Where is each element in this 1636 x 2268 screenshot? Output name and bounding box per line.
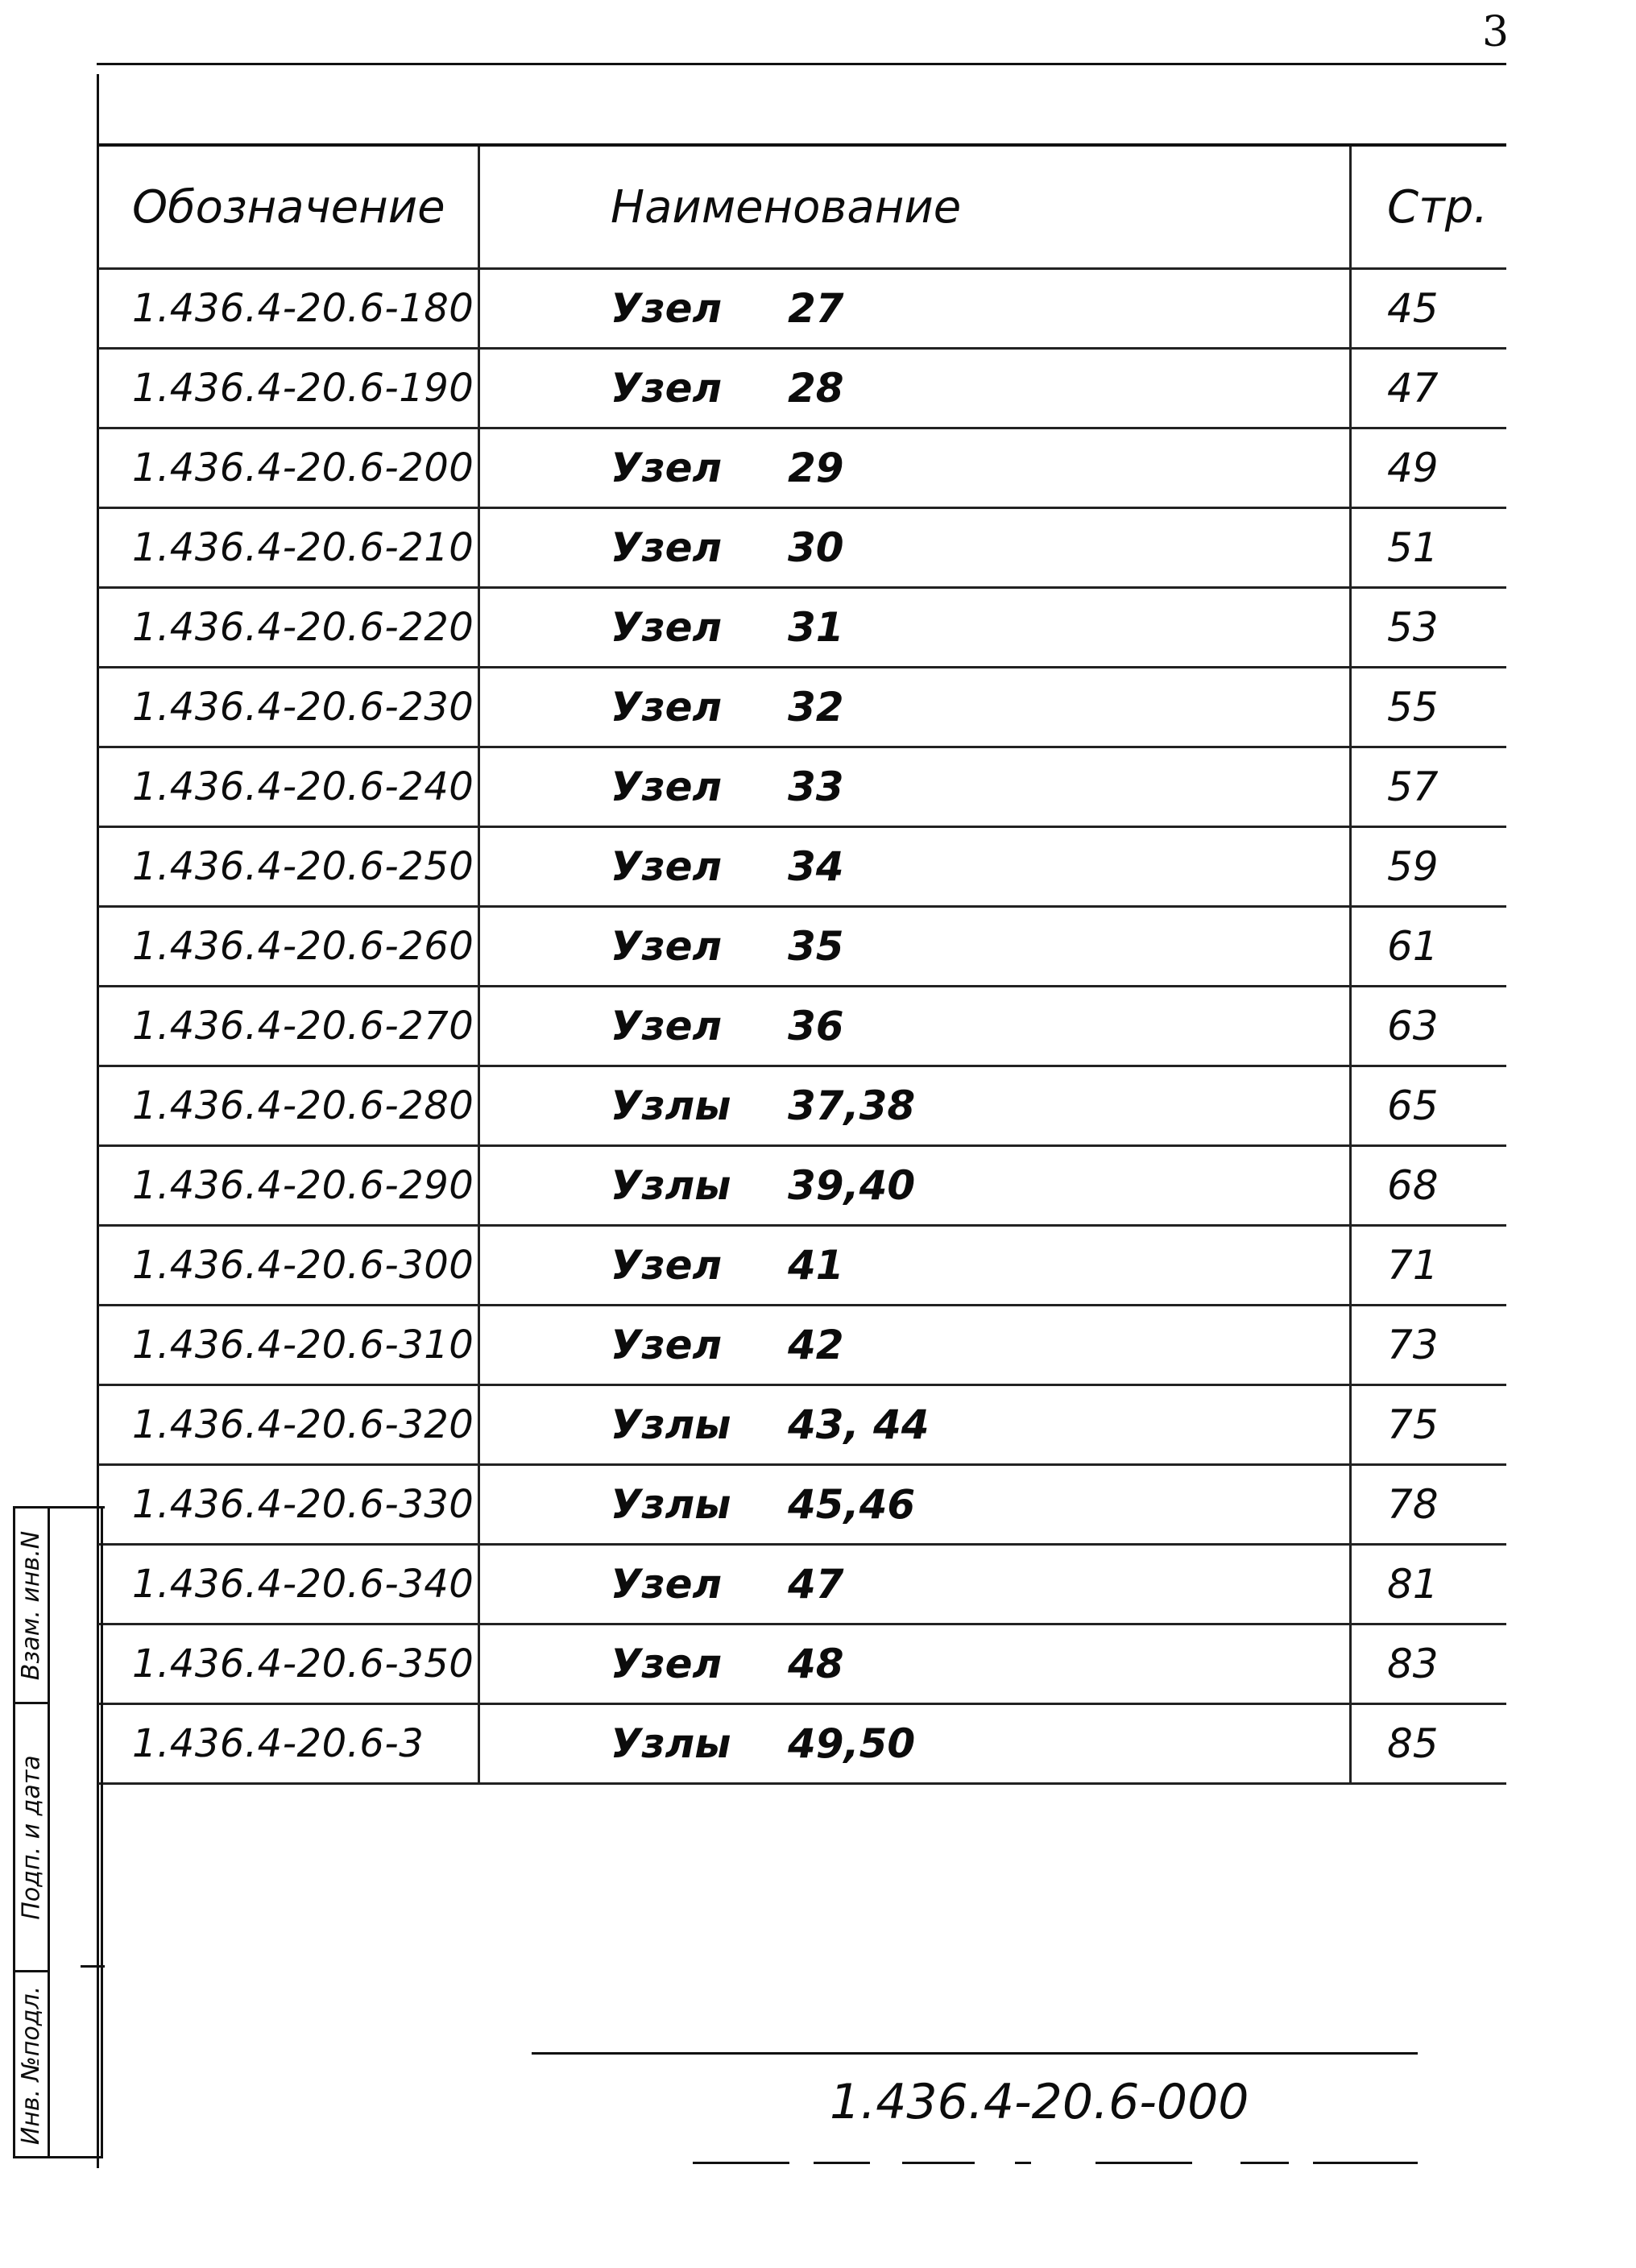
table-row bbox=[98, 1705, 1506, 1785]
table-row bbox=[98, 350, 1506, 429]
page-number: 3 bbox=[1482, 8, 1510, 56]
row-designation: 1.436.4-20.6-200 bbox=[98, 429, 480, 507]
table-header-row bbox=[98, 143, 1506, 270]
margin-stamp bbox=[13, 1506, 103, 2158]
footer-dash bbox=[1240, 2162, 1289, 2164]
row-name-cell bbox=[482, 668, 1352, 746]
row-page: 73 bbox=[1387, 1322, 1439, 1368]
table-row bbox=[98, 1306, 1506, 1386]
row-name: Узел bbox=[611, 524, 723, 571]
row-name: Узел bbox=[611, 1242, 723, 1289]
row-node-number: 28 bbox=[788, 365, 844, 412]
stamp-cell-vzam bbox=[15, 1509, 48, 1702]
row-node-number: 47 bbox=[788, 1561, 844, 1608]
row-designation: 1.436.4-20.6-280 bbox=[98, 1067, 480, 1144]
row-page: 75 bbox=[1387, 1401, 1439, 1448]
stamp-tick bbox=[81, 1506, 105, 1509]
row-node-number: 48 bbox=[788, 1641, 844, 1687]
table-row bbox=[98, 1546, 1506, 1625]
row-name-cell bbox=[482, 1306, 1352, 1384]
table-row bbox=[98, 270, 1506, 350]
footer-dash bbox=[1313, 2162, 1418, 2164]
row-page: 57 bbox=[1387, 764, 1439, 810]
row-page: 81 bbox=[1387, 1561, 1439, 1608]
footer-line bbox=[532, 2052, 1418, 2055]
table-row bbox=[98, 589, 1506, 668]
row-node-number: 29 bbox=[788, 445, 844, 491]
row-designation: 1.436.4-20.6-340 bbox=[98, 1546, 480, 1623]
row-name-cell bbox=[482, 1625, 1352, 1703]
row-designation: 1.436.4-20.6-330 bbox=[98, 1466, 480, 1543]
table-row bbox=[98, 748, 1506, 828]
table-row bbox=[98, 1625, 1506, 1705]
row-name: Узел bbox=[611, 843, 723, 890]
table-row bbox=[98, 1466, 1506, 1546]
stamp-value-column bbox=[50, 1509, 103, 2156]
row-page: 65 bbox=[1387, 1082, 1439, 1129]
row-name: Узел bbox=[611, 365, 723, 412]
row-page: 47 bbox=[1387, 365, 1439, 412]
specification-table bbox=[98, 143, 1506, 1785]
row-node-number: 34 bbox=[788, 843, 844, 890]
row-node-number: 41 bbox=[788, 1242, 844, 1289]
row-name-cell bbox=[482, 589, 1352, 666]
row-name-cell bbox=[482, 270, 1352, 347]
row-name: Узел bbox=[611, 684, 723, 730]
row-node-number: 31 bbox=[788, 604, 844, 651]
row-name: Узел bbox=[611, 285, 723, 332]
stamp-vzam-inv: Взам. инв.N bbox=[17, 1530, 46, 1680]
row-name: Узел bbox=[611, 604, 723, 651]
row-node-number: 35 bbox=[788, 923, 844, 970]
row-page: 71 bbox=[1387, 1242, 1439, 1289]
row-designation: 1.436.4-20.6-270 bbox=[98, 987, 480, 1065]
row-name-cell bbox=[482, 1147, 1352, 1224]
table-row bbox=[98, 987, 1506, 1067]
row-page: 51 bbox=[1387, 524, 1439, 571]
footer-dash bbox=[693, 2162, 789, 2164]
row-page: 85 bbox=[1387, 1720, 1439, 1767]
frame-top-line bbox=[97, 63, 1506, 65]
row-designation: 1.436.4-20.6-240 bbox=[98, 748, 480, 826]
row-page: 61 bbox=[1387, 923, 1439, 970]
row-node-number: 32 bbox=[788, 684, 844, 730]
row-node-number: 37,38 bbox=[788, 1082, 916, 1129]
row-page: 55 bbox=[1387, 684, 1439, 730]
row-name-cell bbox=[482, 429, 1352, 507]
table-row bbox=[98, 509, 1506, 589]
table-row bbox=[98, 1227, 1506, 1306]
row-name: Узлы bbox=[611, 1401, 731, 1448]
row-page: 53 bbox=[1387, 604, 1439, 651]
row-page: 78 bbox=[1387, 1481, 1439, 1528]
table-row bbox=[98, 1386, 1506, 1466]
row-node-number: 30 bbox=[788, 524, 844, 571]
row-designation: 1.436.4-20.6-320 bbox=[98, 1386, 480, 1463]
row-node-number: 43, 44 bbox=[788, 1401, 930, 1448]
row-designation: 1.436.4-20.6-300 bbox=[98, 1227, 480, 1304]
row-node-number: 36 bbox=[788, 1003, 844, 1049]
row-name: Узлы bbox=[611, 1082, 731, 1129]
row-node-number: 45,46 bbox=[788, 1481, 916, 1528]
stamp-label-column bbox=[15, 1509, 50, 2156]
row-page: 45 bbox=[1387, 285, 1439, 332]
row-name-cell bbox=[482, 828, 1352, 905]
row-name-cell bbox=[482, 1227, 1352, 1304]
table-row bbox=[98, 429, 1506, 509]
header-designation: Обозначение bbox=[98, 147, 480, 267]
stamp-podp-data: Подп. и дата bbox=[17, 1754, 46, 1920]
footer-dash bbox=[1015, 2162, 1031, 2164]
row-name-cell bbox=[482, 1067, 1352, 1144]
header-name: Наименование bbox=[482, 147, 1352, 267]
table-row bbox=[98, 908, 1506, 987]
stamp-tick bbox=[81, 1965, 105, 1968]
row-name: Узел bbox=[611, 1561, 723, 1608]
footer-dash bbox=[902, 2162, 975, 2164]
table-row bbox=[98, 1067, 1506, 1147]
row-name: Узел bbox=[611, 1641, 723, 1687]
row-name: Узлы bbox=[611, 1481, 731, 1528]
row-designation: 1.436.4-20.6-260 bbox=[98, 908, 480, 985]
stamp-inv-podl: Инв. №подл. bbox=[17, 1985, 46, 2145]
row-name: Узел bbox=[611, 764, 723, 810]
document-designation: 1.436.4-20.6-000 bbox=[830, 2074, 1249, 2130]
row-name: Узел bbox=[611, 1322, 723, 1368]
table-body bbox=[98, 270, 1506, 1785]
row-name: Узлы bbox=[611, 1720, 731, 1767]
row-designation: 1.436.4-20.6-350 bbox=[98, 1625, 480, 1703]
row-page: 59 bbox=[1387, 843, 1439, 890]
row-designation: 1.436.4-20.6-210 bbox=[98, 509, 480, 586]
row-node-number: 42 bbox=[788, 1322, 844, 1368]
footer-dash bbox=[1095, 2162, 1192, 2164]
row-designation: 1.436.4-20.6-250 bbox=[98, 828, 480, 905]
row-designation: 1.436.4-20.6-3 bbox=[98, 1705, 480, 1782]
row-designation: 1.436.4-20.6-190 bbox=[98, 350, 480, 427]
row-name-cell bbox=[482, 350, 1352, 427]
row-page: 83 bbox=[1387, 1641, 1439, 1687]
header-page: Стр. bbox=[1387, 180, 1489, 234]
row-name: Узел bbox=[611, 445, 723, 491]
row-name-cell bbox=[482, 509, 1352, 586]
row-page: 49 bbox=[1387, 445, 1439, 491]
row-name-cell bbox=[482, 748, 1352, 826]
row-designation: 1.436.4-20.6-220 bbox=[98, 589, 480, 666]
row-node-number: 27 bbox=[788, 285, 844, 332]
row-name-cell bbox=[482, 1705, 1352, 1782]
row-node-number: 33 bbox=[788, 764, 844, 810]
row-designation: 1.436.4-20.6-180 bbox=[98, 270, 480, 347]
row-name-cell bbox=[482, 1386, 1352, 1463]
row-name: Узел bbox=[611, 1003, 723, 1049]
table-row bbox=[98, 1147, 1506, 1227]
row-page: 68 bbox=[1387, 1162, 1439, 1209]
table-row bbox=[98, 828, 1506, 908]
row-designation: 1.436.4-20.6-310 bbox=[98, 1306, 480, 1384]
row-page: 63 bbox=[1387, 1003, 1439, 1049]
row-name-cell bbox=[482, 1466, 1352, 1543]
row-node-number: 49,50 bbox=[788, 1720, 916, 1767]
stamp-cell-podp bbox=[15, 1704, 48, 1970]
table-row bbox=[98, 668, 1506, 748]
row-name: Узел bbox=[611, 923, 723, 970]
stamp-cell-inv bbox=[15, 1972, 48, 2158]
row-designation: 1.436.4-20.6-230 bbox=[98, 668, 480, 746]
row-name-cell bbox=[482, 987, 1352, 1065]
row-name-cell bbox=[482, 1546, 1352, 1623]
row-name-cell bbox=[482, 908, 1352, 985]
row-designation: 1.436.4-20.6-290 bbox=[98, 1147, 480, 1224]
footer-dash bbox=[814, 2162, 870, 2164]
row-node-number: 39,40 bbox=[788, 1162, 916, 1209]
row-name: Узлы bbox=[611, 1162, 731, 1209]
